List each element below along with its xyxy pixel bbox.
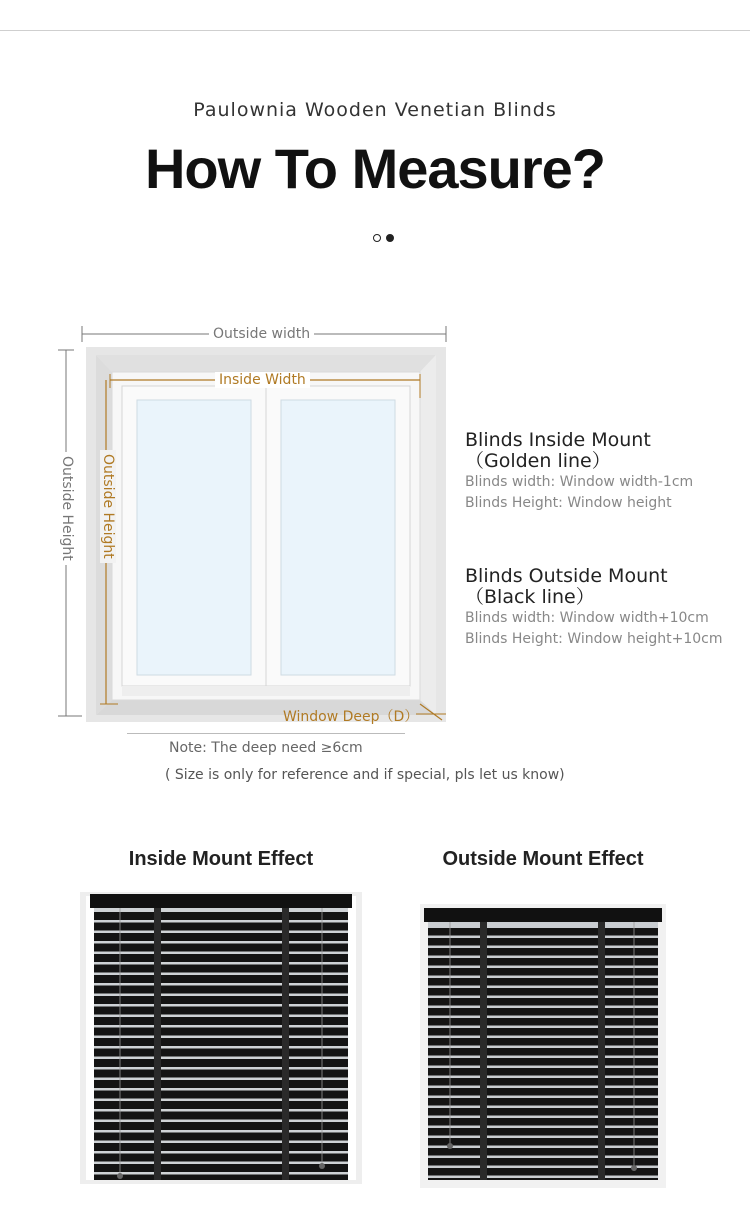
- outside-mount-width-rule: Blinds width: Window width+10cm: [465, 610, 709, 626]
- outside-mount-effect-title: Outside Mount Effect: [442, 848, 644, 870]
- left-glass-pane: [137, 400, 251, 675]
- inside-mount-height-rule: Blinds Height: Window height: [465, 495, 672, 511]
- reference-note: ( Size is only for reference and if special, pls let us know): [165, 767, 565, 783]
- inside-mount-heading: Blinds Inside Mount: [465, 429, 651, 451]
- pager-dot-2[interactable]: [386, 234, 394, 242]
- outside-mount-heading: Blinds Outside Mount: [465, 565, 668, 587]
- window-deep-label: Window Deep（D）: [283, 709, 419, 725]
- right-glass-pane: [281, 400, 395, 675]
- inside-mount-subheading: （Golden line）: [465, 450, 611, 472]
- outside-width-label: Outside width: [209, 326, 314, 342]
- inside-mount-photo: [80, 892, 362, 1184]
- pager-dot-1[interactable]: [373, 234, 381, 242]
- deep-note: Note: The deep need ≥6cm: [169, 740, 363, 756]
- carousel-pager: [373, 234, 394, 246]
- note-divider: [127, 733, 405, 734]
- outside-mount-photo: [420, 904, 666, 1188]
- inside-width-label: Inside Width: [215, 372, 310, 388]
- measurement-diagram: [0, 300, 460, 740]
- outside-mount-height-rule: Blinds Height: Window height+10cm: [465, 631, 723, 647]
- outside-mount-subheading: （Black line）: [465, 586, 595, 608]
- outside-height-label: Outside Height: [59, 452, 75, 565]
- outside-mount-info: [465, 566, 723, 650]
- inside-mount-info: [465, 430, 693, 514]
- inside-mount-width-rule: Blinds width: Window width-1cm: [465, 474, 694, 490]
- top-divider: [0, 30, 750, 31]
- inside-height-label: Outside Height: [100, 450, 116, 563]
- page-title: How To Measure?: [144, 137, 605, 200]
- product-subtitle: Paulownia Wooden Venetian Blinds: [193, 99, 557, 121]
- inside-mount-effect-title: Inside Mount Effect: [128, 848, 314, 870]
